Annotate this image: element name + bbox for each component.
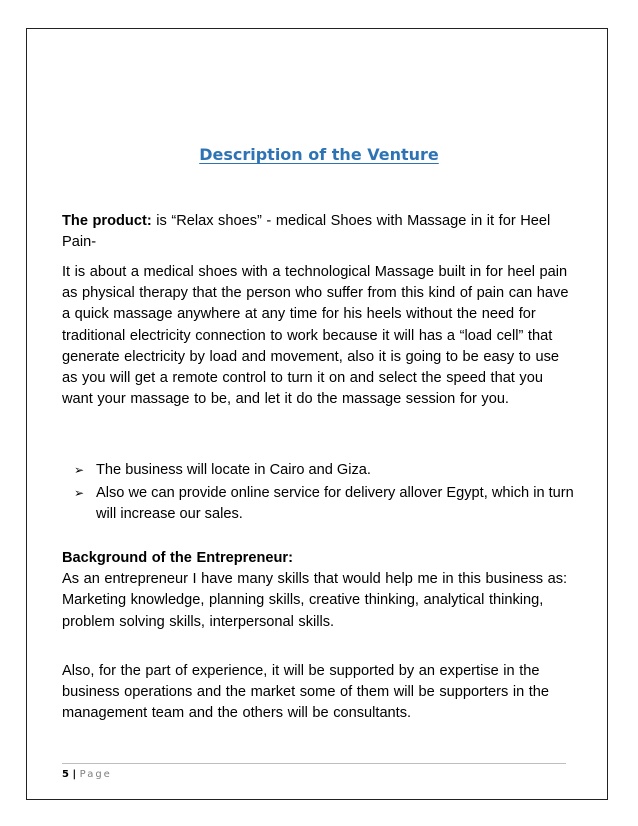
about-paragraph: It is about a medical shoes with a technological Massage built in for heel pain as physical therapy that the person who suffer from this kind of pain can have a quick massage anywhere at any time for his heels without the need for traditional electricity connection to work because it will has a “load cell” that generate electricity by load and movement, also it is going to be easy to use as you will get a remote control to turn it on and select the speed that you want your massage to be, and let it do the massage session for you. bbox=[62, 264, 569, 408]
list-item bbox=[74, 460, 576, 481]
bullet-list bbox=[74, 460, 576, 528]
experience-paragraph: Also, for the part of experience, it will be supported by an expertise in the business operations and the market some of them will be supporters in the management team and the others will be consultants. bbox=[62, 663, 550, 722]
product-paragraph bbox=[62, 211, 576, 253]
arrow-bullet-icon: ➢ bbox=[74, 463, 85, 477]
page-word: Page bbox=[79, 769, 112, 780]
section-title: Description of the Venture bbox=[199, 145, 439, 164]
arrow-bullet-icon: ➢ bbox=[74, 486, 85, 501]
footer-separator: | bbox=[72, 769, 77, 780]
bullet-text: Also we can provide online service for delivery allover Egypt, which in turn will increase our sales. bbox=[96, 485, 574, 523]
list-item bbox=[74, 483, 576, 525]
footer-divider bbox=[62, 763, 566, 764]
bullet-text: The business will locate in Cairo and Giza. bbox=[96, 462, 371, 478]
background-paragraph: As an entrepreneur I have many skills that would help me in this business as: Marketing knowledge, planning skills, creative thinking, analytical thinking, problem solving skills, interpersonal skills. bbox=[62, 571, 568, 630]
background-section bbox=[62, 548, 576, 633]
background-heading: Background of the Entrepreneur: bbox=[62, 550, 293, 566]
product-text: is “Relax shoes” - medical Shoes with Massage in it for Heel Pain- bbox=[62, 213, 551, 251]
page-footer bbox=[62, 769, 112, 780]
page-number: 5 bbox=[62, 769, 70, 780]
product-label: The product: bbox=[62, 213, 152, 229]
